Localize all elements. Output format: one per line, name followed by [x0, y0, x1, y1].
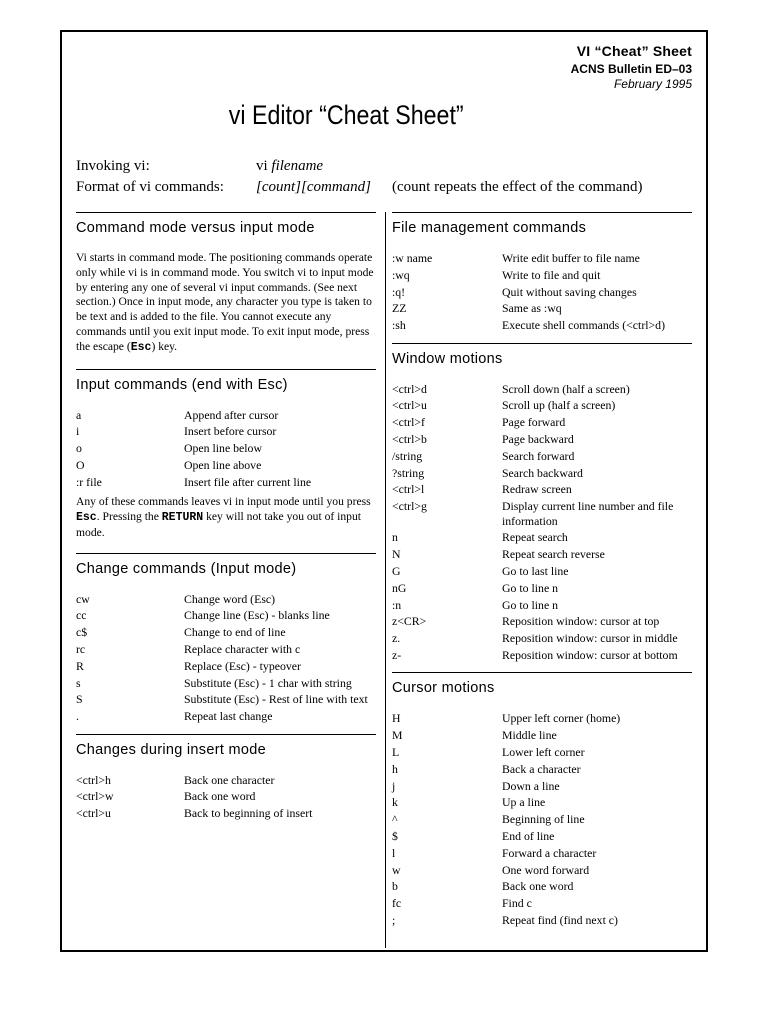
command-key: s: [76, 675, 81, 690]
header-bulletin: ACNS Bulletin ED–03: [570, 62, 692, 76]
command-row: [392, 415, 692, 429]
command-row: [392, 530, 692, 544]
command-row: [76, 676, 376, 690]
command-key: c$: [76, 625, 88, 640]
command-key: fc: [392, 896, 402, 911]
command-description: Replace character with c: [184, 641, 301, 656]
command-description: Repeat find (find next c): [502, 912, 618, 927]
section-heading: Change commands (Input mode): [76, 560, 297, 577]
command-key: <ctrl>f: [392, 415, 425, 430]
command-key: k: [392, 795, 398, 810]
section-heading: Changes during insert mode: [76, 741, 266, 758]
command-key: z-: [392, 647, 402, 662]
command-row: [392, 301, 692, 315]
command-key: <ctrl>u: [76, 806, 111, 821]
command-row: [392, 913, 692, 927]
command-key: j: [392, 778, 396, 793]
command-row: [392, 648, 692, 662]
command-description: Beginning of line: [502, 812, 585, 827]
command-row: [76, 642, 376, 656]
command-row: [76, 441, 376, 455]
command-row: [392, 449, 692, 463]
command-row: [76, 709, 376, 723]
command-key: .: [76, 709, 79, 724]
invoking-value-prefix: vi: [256, 158, 272, 174]
command-row: [76, 692, 376, 706]
command-description: Go to last line: [502, 563, 569, 578]
command-row: [76, 659, 376, 673]
command-key: w: [392, 862, 401, 877]
command-key: O: [76, 457, 85, 472]
command-key: :r file: [76, 474, 102, 489]
command-description: One word forward: [502, 862, 590, 877]
command-description: Quit without saving changes: [502, 284, 637, 299]
command-key: o: [76, 441, 82, 456]
command-key: rc: [76, 641, 86, 656]
command-description: Same as :wq: [502, 301, 562, 316]
command-row: [392, 762, 692, 776]
command-row: [392, 547, 692, 561]
command-key: :wq: [392, 267, 410, 282]
command-description: Replace (Esc) - typeover: [184, 658, 301, 673]
command-description: Go to line n: [502, 580, 559, 595]
cursor-motions-table: [392, 711, 692, 927]
command-row: [392, 879, 692, 893]
command-row: [392, 598, 692, 612]
command-description: Page backward: [502, 431, 574, 446]
command-description: End of line: [502, 828, 555, 843]
command-key: N: [392, 547, 401, 562]
command-key: <ctrl>g: [392, 499, 427, 514]
command-key: ;: [392, 912, 396, 927]
section-heading: Window motions: [392, 350, 503, 367]
command-row: [392, 285, 692, 299]
section-insert-mode: [76, 734, 376, 821]
command-description: Forward a character: [502, 845, 597, 860]
section-input-commands: [76, 369, 376, 541]
command-key: :q!: [392, 284, 406, 299]
command-key: z<CR>: [392, 614, 427, 629]
section-change-commands: [76, 553, 376, 724]
command-key: <ctrl>l: [392, 482, 425, 497]
command-key: nG: [392, 580, 407, 595]
section-file-management: [392, 212, 692, 333]
command-row: [392, 398, 692, 412]
command-row: [392, 846, 692, 860]
command-key: a: [76, 407, 82, 422]
command-row: [392, 382, 692, 396]
format-value: [count][command]: [256, 179, 371, 195]
command-description: Go to line n: [502, 597, 559, 612]
command-key: ^: [392, 812, 398, 827]
command-row: [76, 789, 376, 803]
input-commands-table: [76, 408, 376, 490]
command-row: [392, 795, 692, 809]
command-description: Change word (Esc): [184, 591, 276, 606]
command-row: [76, 625, 376, 639]
command-key: G: [392, 563, 401, 578]
command-key: b: [392, 879, 398, 894]
command-description: Scroll down (half a screen): [502, 381, 630, 396]
command-description: Scroll up (half a screen): [502, 398, 616, 413]
command-key: :sh: [392, 318, 406, 333]
command-description: Write edit buffer to file name: [502, 251, 640, 265]
command-description: Repeat search: [502, 530, 568, 545]
command-key: <ctrl>h: [76, 772, 111, 787]
command-description: Lower left corner: [502, 744, 585, 759]
command-row: [76, 773, 376, 787]
command-description: Change to end of line: [184, 625, 286, 640]
command-description: Back to beginning of insert: [184, 806, 313, 821]
command-key: $: [392, 828, 398, 843]
header-date: February 1995: [613, 77, 692, 91]
command-key: L: [392, 744, 400, 759]
format-note: (count repeats the effect of the command): [392, 179, 643, 195]
command-row: [76, 475, 376, 489]
command-description: Repeat search reverse: [502, 547, 605, 562]
section-cursor-motions: [392, 672, 692, 927]
command-row: [392, 318, 692, 332]
command-row: [392, 863, 692, 877]
command-description: Substitute (Esc) - 1 char with string: [184, 675, 352, 690]
esc-key-label: Esc: [76, 510, 97, 524]
command-mode-text: [76, 251, 376, 356]
command-key: <ctrl>u: [392, 398, 427, 413]
cheat-sheet-page: [60, 30, 708, 952]
command-description: Down a line: [502, 778, 560, 793]
command-description: Redraw screen: [502, 482, 572, 497]
command-row: [392, 482, 692, 496]
command-description: Back one word: [184, 789, 256, 804]
command-description: Upper left corner (home): [502, 711, 621, 726]
command-description: Reposition window: cursor in middle: [502, 631, 678, 646]
command-description: Up a line: [502, 795, 546, 810]
header-title: VI “Cheat” Sheet: [576, 43, 692, 59]
command-mode-text-b: ) key.: [151, 339, 178, 353]
change-commands-table: [76, 592, 376, 724]
command-key: n: [392, 530, 398, 545]
section-heading: Input commands (end with Esc): [76, 376, 288, 393]
note-text-b: . Pressing the: [96, 509, 162, 523]
command-description: Open line below: [184, 441, 262, 456]
command-row: [392, 268, 692, 282]
command-key: :w name: [392, 251, 433, 265]
command-key: M: [392, 728, 403, 743]
insert-mode-table: [76, 773, 376, 821]
command-description: Insert file after current line: [184, 474, 312, 489]
command-key: <ctrl>b: [392, 431, 427, 446]
section-heading: File management commands: [392, 220, 587, 236]
note-text-a: Any of these commands leaves vi in input mode until you press: [76, 495, 371, 509]
command-description: Substitute (Esc) - Rest of line with text: [184, 692, 368, 707]
command-row: [392, 581, 692, 595]
format-label: Format of vi commands:: [76, 179, 224, 195]
command-key: R: [76, 658, 84, 673]
command-description: Display current line number and file information: [502, 499, 674, 528]
command-row: [392, 812, 692, 826]
command-row: [392, 896, 692, 910]
command-row: [76, 458, 376, 472]
command-description: Find c: [502, 896, 532, 911]
command-row: [76, 408, 376, 422]
command-key: ?string: [392, 465, 425, 480]
command-row: [392, 728, 692, 742]
window-motions-table: [392, 382, 692, 663]
command-key: z.: [392, 631, 401, 646]
command-row: [392, 779, 692, 793]
command-description: Back a character: [502, 761, 581, 776]
command-description: Reposition window: cursor at top: [502, 614, 660, 629]
command-description: Insert before cursor: [184, 424, 277, 439]
command-key: H: [392, 711, 401, 726]
command-key: cc: [76, 608, 87, 623]
command-description: Append after cursor: [184, 407, 279, 422]
command-description: Reposition window: cursor at bottom: [502, 647, 678, 662]
document-title: vi Editor “Cheat Sheet”: [228, 100, 464, 130]
section-heading: Command mode versus input mode: [76, 220, 315, 236]
esc-key-label: Esc: [130, 340, 152, 354]
invoking-label: Invoking vi:: [76, 158, 150, 174]
command-description: Back one word: [502, 879, 574, 894]
command-mode-text-a: Vi starts in command mode. The positioning commands operate only while vi is in command mode. You switch vi to input mode by entering any one of several vi input commands. (See next section.) Once in input mode, any character you type is taken to be text and is added to the file. You cannot execute any commands until you exit input mode. To exit input mode, press the escape (: [76, 251, 374, 353]
command-row: [392, 564, 692, 578]
command-description: Repeat last change: [184, 709, 273, 724]
command-row: [392, 432, 692, 446]
command-row: [392, 251, 692, 265]
command-key: <ctrl>d: [392, 381, 427, 396]
command-row: [392, 745, 692, 759]
return-key-label: RETURN: [161, 510, 204, 524]
command-key: h: [392, 761, 398, 776]
command-row: [76, 592, 376, 606]
section-window-motions: [392, 343, 692, 663]
command-key: i: [76, 424, 80, 439]
column-divider: [385, 212, 386, 948]
command-key: l: [392, 845, 396, 860]
input-commands-note: [76, 495, 376, 540]
left-column: [76, 212, 376, 823]
command-row: [392, 614, 692, 628]
command-description: Search forward: [502, 448, 575, 463]
command-description: Execute shell commands (<ctrl>d): [502, 318, 666, 333]
command-key: :n: [392, 597, 402, 612]
command-description: Open line above: [184, 457, 262, 472]
command-key: ZZ: [392, 301, 407, 316]
command-row: [76, 424, 376, 438]
note-text-c: key will not take you out of input mode.: [76, 509, 361, 539]
command-description: Middle line: [502, 728, 557, 743]
command-key: /string: [392, 448, 423, 463]
invoking-value: [256, 158, 323, 175]
command-key: cw: [76, 591, 90, 606]
command-description: Search backward: [502, 465, 583, 480]
command-row: [392, 466, 692, 480]
command-row: [392, 711, 692, 725]
right-column: [392, 212, 692, 930]
command-row: [392, 829, 692, 843]
command-description: Change line (Esc) - blanks line: [184, 608, 330, 623]
command-description: Page forward: [502, 415, 566, 430]
file-management-table: [392, 251, 692, 333]
command-row: [76, 806, 376, 820]
invoking-value-filename: filename: [271, 158, 324, 174]
command-row: [392, 631, 692, 645]
section-command-mode: [76, 212, 376, 356]
command-description: Back one character: [184, 772, 275, 787]
command-key: <ctrl>w: [76, 789, 114, 804]
command-row: [76, 608, 376, 622]
command-key: S: [76, 692, 83, 707]
command-row: [392, 499, 692, 528]
section-heading: Cursor motions: [392, 680, 495, 697]
command-description: Write to file and quit: [502, 267, 601, 282]
